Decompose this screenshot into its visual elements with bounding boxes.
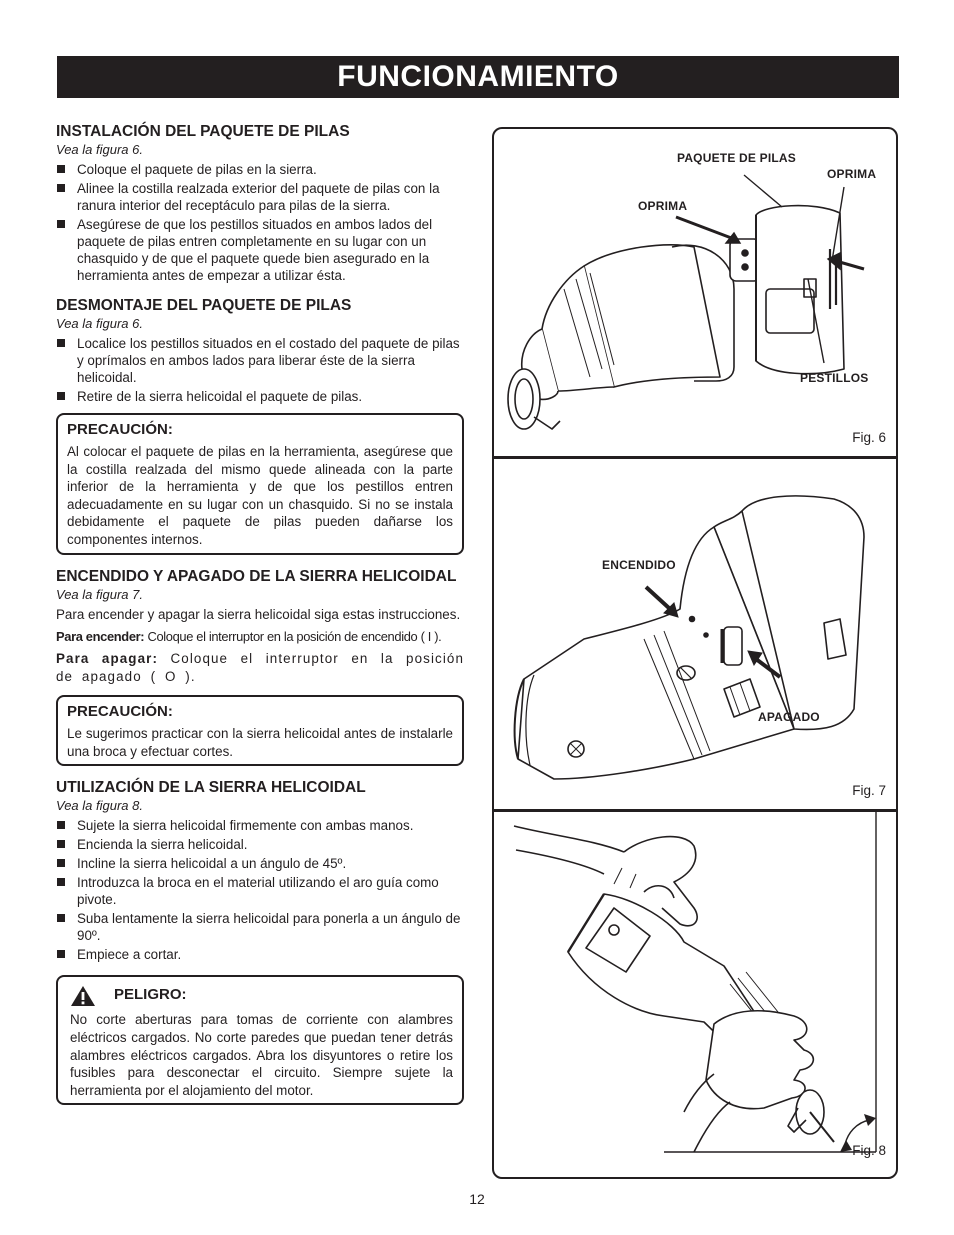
saw-switch-illustration xyxy=(494,459,898,809)
switch-on-instruction: Para encender: Coloque el interruptor en la posición de encendido ( I ). xyxy=(56,628,442,644)
heading-use: UTILIZACIÓN DE LA SIERRA HELICOIDAL xyxy=(56,779,366,797)
list-item: Empiece a cortar. xyxy=(56,946,464,963)
callout-press-right: OPRIMA xyxy=(827,167,877,181)
figure-8 xyxy=(494,812,896,1179)
bullet-square-icon xyxy=(57,859,65,867)
list-item: Localice los pestillos situados en el costado del paquete de pilas y oprímalos en ambos lados para liberar éste de la sierra helicoidal. xyxy=(56,335,464,386)
list-item: Suba lentamente la sierra helicoidal para ponerla a un ángulo de 90º. xyxy=(56,910,464,944)
two-hand-grip-illustration xyxy=(494,812,898,1179)
see-figure-6: Vea la figura 6. xyxy=(56,316,143,331)
figure-7-label: Fig. 7 xyxy=(852,783,886,798)
bullet-square-icon xyxy=(57,840,65,848)
see-figure-6: Vea la figura 6. xyxy=(56,142,143,157)
figure-7 xyxy=(494,459,896,809)
caution-title: PRECAUCIÓN: xyxy=(67,421,173,438)
page-title: FUNCIONAMIENTO xyxy=(57,56,899,98)
list-item: Introduzca la broca en el material utilizando el aro guía como pivote. xyxy=(56,874,464,908)
bullet-square-icon xyxy=(57,339,65,347)
list-item: Alinee la costilla realzada exterior del paquete de pilas con la ranura interior del receptáculo para pilas de la sierra. xyxy=(56,180,464,214)
heading-remove: DESMONTAJE DEL PAQUETE DE PILAS xyxy=(56,297,352,314)
figures-panel xyxy=(492,127,898,1179)
switch-off-instruction: Para apagar: Coloque el interruptor en la posición de apagado ( O ). xyxy=(56,651,464,684)
danger-box xyxy=(56,975,464,1105)
text-column xyxy=(56,122,464,1105)
list-item: Coloque el paquete de pilas en la sierra. xyxy=(56,161,464,178)
list-item: Retire de la sierra helicoidal el paquete de pilas. xyxy=(56,388,464,405)
callout-press-left: OPRIMA xyxy=(638,199,688,213)
caution-text: Al colocar el paquete de pilas en la herramienta, asegúrese que la costilla realzada del mismo quede alineada con la parte inferior de la herramienta y de que los pestillos entren adecuadamente en su lugar con un chasquido. Si no se instala debidamente el paquete de pilas pueden dañarse los componentes internos. xyxy=(67,444,453,547)
callout-latches: PESTILLOS xyxy=(800,371,869,385)
callout-battery-pack: PAQUETE DE PILAS xyxy=(677,151,796,165)
bullet-square-icon xyxy=(57,184,65,192)
list-item: Incline la sierra helicoidal a un ángulo de 45º. xyxy=(56,855,464,872)
bullet-square-icon xyxy=(57,220,65,228)
caution-title: PRECAUCIÓN: xyxy=(67,703,173,721)
caution-text: Le sugerimos practicar con la sierra helicoidal antes de instalarle una broca y efectuar cortes. xyxy=(67,726,453,759)
list-item: Sujete la sierra helicoidal firmemente con ambas manos. xyxy=(56,817,464,834)
list-item: Encienda la sierra helicoidal. xyxy=(56,836,464,853)
figure-6 xyxy=(494,129,896,457)
list-item: Asegúrese de que los pestillos situados en ambos lados del paquete de pilas entren completamente en su lugar con un chasquido y de que el paquete quede bien asegurado en la herramienta antes de empezar a utilizar ésta. xyxy=(56,216,464,284)
caution-box-battery xyxy=(56,413,464,555)
bullet-square-icon xyxy=(57,392,65,400)
caution-box-practice xyxy=(56,695,464,766)
use-list xyxy=(56,817,464,963)
bullet-square-icon xyxy=(57,165,65,173)
bullet-square-icon xyxy=(57,950,65,958)
callout-off: APAGADO xyxy=(758,710,820,724)
see-figure-8: Vea la figura 8. xyxy=(56,798,143,814)
figure-6-label: Fig. 6 xyxy=(852,430,886,445)
heading-install: INSTALACIÓN DEL PAQUETE DE PILAS xyxy=(56,123,350,140)
remove-list xyxy=(56,335,464,405)
figure-8-label: Fig. 8 xyxy=(852,1143,886,1158)
see-figure-7: Vea la figura 7. xyxy=(56,586,143,602)
warning-triangle-icon xyxy=(70,985,96,1007)
heading-onoff: ENCENDIDO Y APAGADO DE LA SIERRA HELICOIDAL xyxy=(56,567,457,585)
callout-on: ENCENDIDO xyxy=(602,558,676,572)
onoff-intro: Para encender y apagar la sierra helicoidal siga estas instrucciones. xyxy=(56,606,461,622)
danger-title: PELIGRO: xyxy=(114,986,187,1004)
page-number: 12 xyxy=(469,1191,485,1207)
bullet-square-icon xyxy=(57,878,65,886)
bullet-square-icon xyxy=(57,914,65,922)
install-list xyxy=(56,161,464,284)
danger-text: No corte aberturas para tomas de corriente con alambres eléctricos cargados. No corte paredes que puedan tener detrás alambres eléctricos cargados. Abra los disyuntores o retire los fusibles para desconectar el circuito. Siempre sujete la herramienta por el alojamiento del motor. xyxy=(70,1012,453,1098)
bullet-square-icon xyxy=(57,821,65,829)
